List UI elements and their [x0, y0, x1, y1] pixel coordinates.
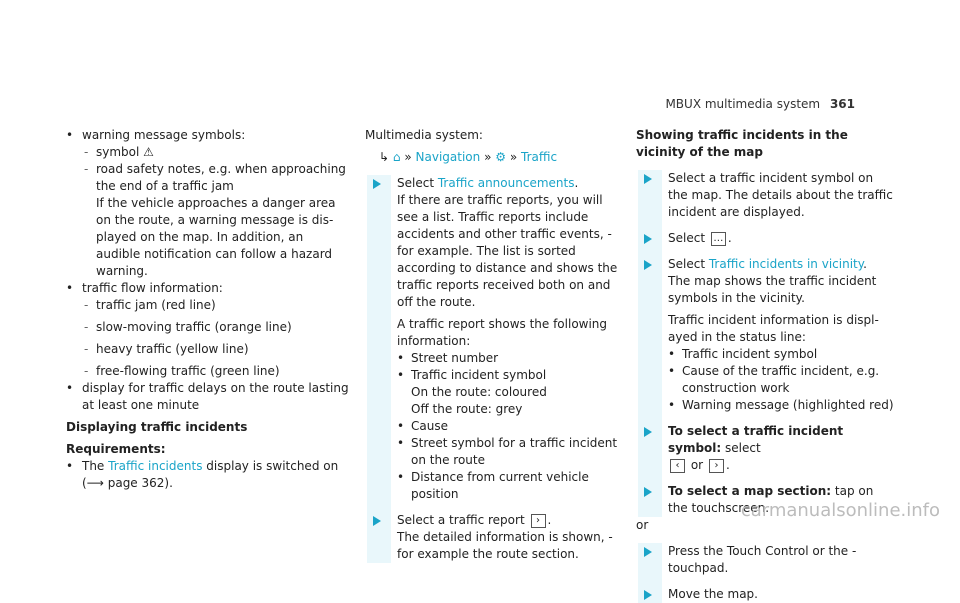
list-item: • Cause of the traffic incident, e.g. construction work — [668, 364, 880, 395]
path-start-icon: ↳ — [379, 150, 390, 164]
column-3 — [636, 127, 896, 603]
steps — [636, 543, 896, 603]
section-heading: Showing traffic incidents in the vicinity of the map — [636, 128, 848, 159]
traffic-incidents-link[interactable]: Traffic incidents — [108, 459, 203, 473]
step-arrow-icon — [644, 234, 652, 244]
or-label: or — [636, 518, 649, 532]
step: Press the Touch Control or the touchpad. — [636, 543, 896, 577]
navigation-link[interactable]: Navigation — [415, 150, 481, 164]
step-arrow-icon — [644, 487, 652, 497]
list-item: • traffic flow information: — [66, 281, 223, 295]
step-arrow-icon — [644, 590, 652, 600]
more-options-icon[interactable]: … — [711, 232, 726, 246]
section-heading: Displaying traffic incidents — [66, 420, 248, 434]
requirements-label: Requirements: — [66, 442, 166, 456]
list-item: - free-flowing traffic (green line) — [84, 364, 280, 378]
step: Move the map. — [636, 586, 896, 603]
step-arrow-icon — [644, 174, 652, 184]
chevron-left-icon[interactable]: ‹ — [670, 459, 685, 473]
list-item: • Street symbol for a traffic incident on the route — [397, 436, 618, 467]
header-title: MBUX multimedia system — [665, 97, 821, 111]
arrow-right-icon: ⟶ — [86, 476, 104, 490]
traffic-incidents-in-vicinity-link[interactable]: Traffic incidents in vicinity — [708, 257, 864, 271]
page-header — [665, 97, 855, 111]
list-item: • display for traffic delays on the route lasting at least one minute — [66, 381, 349, 412]
list-item: • Traffic incident symbol — [668, 347, 818, 361]
system-label: Multimedia system: — [365, 128, 483, 142]
step-arrow-icon — [373, 179, 381, 189]
step-arrow-icon — [644, 260, 652, 270]
column-2 — [365, 127, 620, 563]
list-item: - heavy traffic (yellow line) — [84, 342, 249, 356]
list-item: - slow-moving traffic (orange line) — [84, 320, 292, 334]
list-item: - traffic jam (red line) — [84, 298, 216, 312]
steps — [636, 170, 896, 517]
menu-path: ↳ ⌂ » Navigation » ⚙ » Traffic — [379, 150, 558, 164]
list-item: • Distance from current vehicle position — [397, 470, 589, 501]
home-icon[interactable]: ⌂ — [392, 150, 401, 164]
step: To select a traffic incident symbol: select ‹ or › . — [636, 423, 896, 474]
chevron-right-icon[interactable]: › — [709, 459, 724, 473]
page-number: 361 — [829, 97, 855, 111]
traffic-announcements-link[interactable]: Traffic announcements — [437, 176, 575, 190]
list-item: • Warning message (highlighted red) — [668, 398, 894, 412]
list-item: - symbol ⚠ — [84, 145, 154, 159]
chevron-right-icon[interactable]: › — [531, 514, 546, 528]
list-item: • warning message symbols: — [66, 128, 246, 142]
step: Select Traffic announcements. If there are traffic reports, you will see a list. Traffic reports include accidents and other traffic events, for example. The list is sorted according to distance and shows the traffic reports received both on and off the route. A traffic report shows the following information: • Street number • Traffic incident symbol On the route: coloured Off the route: grey • Cause • Street symbol for a traffic incident on the route • Distance from current vehicle position — [365, 175, 620, 503]
traffic-link[interactable]: Traffic — [521, 150, 558, 164]
step-arrow-icon — [644, 547, 652, 557]
step: Select a traffic incident symbol on the map. The details about the traffic incident are displayed. — [636, 170, 896, 221]
step-arrow-icon — [644, 427, 652, 437]
list-item: • Traffic incident symbol — [397, 368, 547, 382]
list-item: • Cause — [397, 419, 448, 433]
step: To select a map section: tap on the touchscreen. — [636, 483, 896, 517]
list-item: • Street number — [397, 351, 499, 365]
paragraph: If the vehicle approaches a danger area on the route, a warning message is displayed on the map. In addition, an audible notification can follow a hazard warning. — [96, 196, 336, 278]
warning-icon: ⚠ — [143, 145, 154, 159]
column-1 — [66, 127, 351, 492]
step: Select … . — [636, 230, 896, 247]
watermark: carmanualsonline.info — [740, 500, 940, 521]
list-item: • The Traffic incidents display is switched on — [66, 459, 339, 473]
settings-icon[interactable]: ⚙ — [495, 150, 507, 164]
steps — [365, 175, 620, 563]
step: Select a traffic report › . The detailed information is shown, for example the route section. — [365, 512, 620, 563]
list-item: - road safety notes, e.g. when approaching the end of a traffic jam — [84, 162, 346, 193]
page-reference[interactable]: (⟶ page 362). — [82, 476, 173, 490]
step-arrow-icon — [373, 516, 381, 526]
step: Select Traffic incidents in vicinity. The map shows the traffic incident symbols in the vicinity. Traffic incident information is displayed in the status line: • Traffic incident symbol • Cause of the traffic incident, e.g. construction work • Warning message (highlighted red) — [636, 256, 896, 414]
